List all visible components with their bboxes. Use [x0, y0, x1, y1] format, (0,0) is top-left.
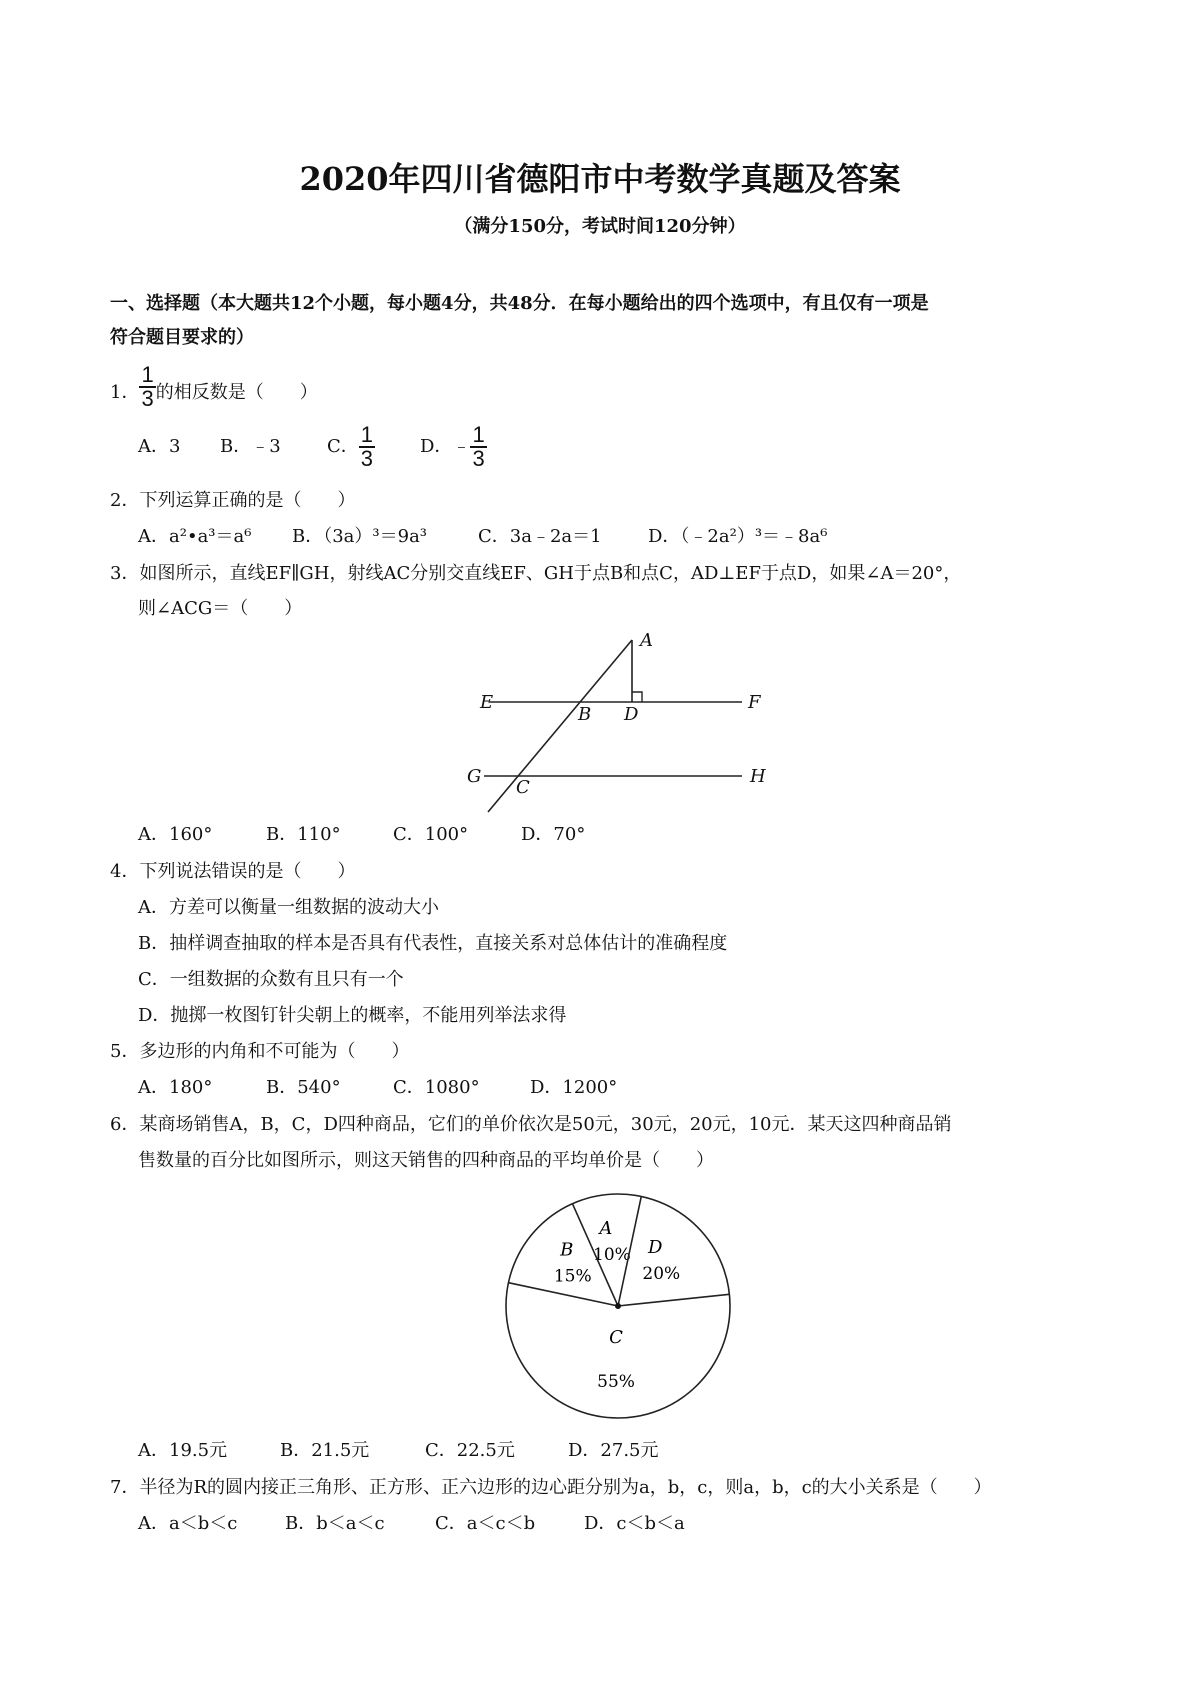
q4-option-a[interactable]: A．方差可以衡量一组数据的波动大小	[138, 897, 439, 918]
section-heading-line2: 符合题目要求的）	[110, 327, 254, 348]
q4-option-b[interactable]: B．抽样调查抽取的样本是否具有代表性，直接关系对总体估计的准确程度	[138, 933, 728, 954]
q1-option-c-numerator: 1	[360, 422, 374, 447]
q6-stem-line1: 6．某商场销售A，B，C，D四种商品，它们的单价依次是50元，30元，20元，10元．某天这四种商品销	[110, 1114, 952, 1135]
q4-stem: 4．下列说法错误的是（ ）	[110, 861, 356, 882]
q1-option-b[interactable]: B．﹣3	[220, 436, 281, 457]
point-label-d: D	[624, 704, 639, 725]
pie-category-label-a: A	[599, 1218, 613, 1240]
q1-option-d-label: D．	[420, 436, 453, 457]
q3-stem-line1: 3．如图所示，直线EF∥GH，射线AC分别交直线EF、GH于点B和点C，AD⊥EF于点D，如果∠A＝20°，	[110, 563, 962, 584]
q3-option-a[interactable]: A．160°	[138, 824, 213, 845]
point-label-h: H	[750, 766, 766, 787]
q7-option-b[interactable]: B．b＜a＜c	[285, 1513, 385, 1534]
pie-category-label-c: C	[609, 1326, 623, 1348]
point-label-b: B	[578, 704, 592, 725]
q1-option-d-numerator: 1	[472, 422, 485, 447]
q5-option-c[interactable]: C．1080°	[393, 1077, 480, 1098]
q7-option-d[interactable]: D．c＜b＜a	[584, 1513, 685, 1534]
q6-option-a[interactable]: A．19.5元	[138, 1440, 228, 1461]
q3-stem-line2: 则∠ACG＝（ ）	[138, 598, 303, 619]
q2-option-b[interactable]: B．（3a）³＝9a³	[292, 526, 428, 547]
point-label-a: A	[640, 630, 653, 651]
q5-option-a[interactable]: A．180°	[138, 1077, 213, 1098]
point-label-f: F	[748, 692, 761, 713]
q1-fraction-denominator: 3	[141, 386, 154, 411]
q2-option-a[interactable]: A．a²•a³＝a⁶	[138, 526, 252, 547]
q6-option-d[interactable]: D．27.5元	[568, 1440, 659, 1461]
q6-option-b[interactable]: B．21.5元	[280, 1440, 370, 1461]
page-subtitle: （满分150分，考试时间120分钟）	[454, 216, 746, 237]
q2-option-c[interactable]: C．3a﹣2a＝1	[478, 526, 602, 547]
q1-stem-text: 的相反数是（ ）	[155, 382, 318, 403]
q4-option-d[interactable]: D．抛掷一枚图钉针尖朝上的概率，不能用列举法求得	[138, 1005, 567, 1026]
q6-stem-line2: 售数量的百分比如图所示，则这天销售的四种商品的平均单价是（ ）	[138, 1150, 714, 1171]
q1-option-d-minus: ﹣	[452, 436, 471, 457]
q5-option-d[interactable]: D．1200°	[530, 1077, 618, 1098]
q2-stem: 2．下列运算正确的是（ ）	[110, 490, 356, 511]
q3-option-c[interactable]: C．100°	[393, 824, 469, 845]
q1-fraction-numerator: 1	[141, 362, 154, 387]
q1-number: 1．	[110, 382, 140, 403]
q5-stem: 5．多边形的内角和不可能为（ ）	[110, 1041, 410, 1062]
q1-option-c-label: C．	[327, 436, 359, 457]
point-label-c: C	[516, 777, 530, 798]
point-label-e: E	[480, 692, 494, 713]
pie-value-label-c: 55%	[597, 1371, 635, 1392]
q7-stem: 7．半径为R的圆内接正三角形、正方形、正六边形的边心距分别为a，b，c，则a，b，c的大小关系是（ ）	[110, 1477, 992, 1498]
q2-option-d[interactable]: D．（﹣2a²）³＝﹣8a⁶	[648, 526, 828, 547]
point-label-g: G	[467, 766, 482, 787]
q3-option-d[interactable]: D．70°	[521, 824, 586, 845]
q4-option-c[interactable]: C．一组数据的众数有且只有一个	[138, 969, 404, 990]
q7-option-c[interactable]: C．a＜c＜b	[435, 1513, 536, 1534]
q3-option-b[interactable]: B．110°	[266, 824, 341, 845]
pie-value-label-a: 10%	[593, 1245, 631, 1266]
q6-option-c[interactable]: C．22.5元	[425, 1440, 515, 1461]
pie-center-dot	[615, 1303, 621, 1309]
q1-option-a[interactable]: A．3	[138, 436, 181, 457]
pie-category-label-d: D	[648, 1237, 663, 1259]
q1-option-d-denominator: 3	[472, 446, 485, 471]
pie-value-label-d: 20%	[642, 1264, 681, 1285]
pie-value-label-b: 15%	[553, 1266, 592, 1287]
section-heading-line1: 一、选择题（本大题共12个小题，每小题4分，共48分．在每小题给出的四个选项中，有且仅有一项是	[110, 293, 929, 314]
q7-option-a[interactable]: A．a＜b＜c	[138, 1513, 238, 1534]
q1-option-c-denominator: 3	[360, 446, 374, 471]
pie-category-label-b: B	[560, 1239, 574, 1261]
q5-option-b[interactable]: B．540°	[266, 1077, 341, 1098]
pie-slice-boundary	[618, 1294, 729, 1306]
page-title: 2020年四川省德阳市中考数学真题及答案	[299, 160, 901, 198]
